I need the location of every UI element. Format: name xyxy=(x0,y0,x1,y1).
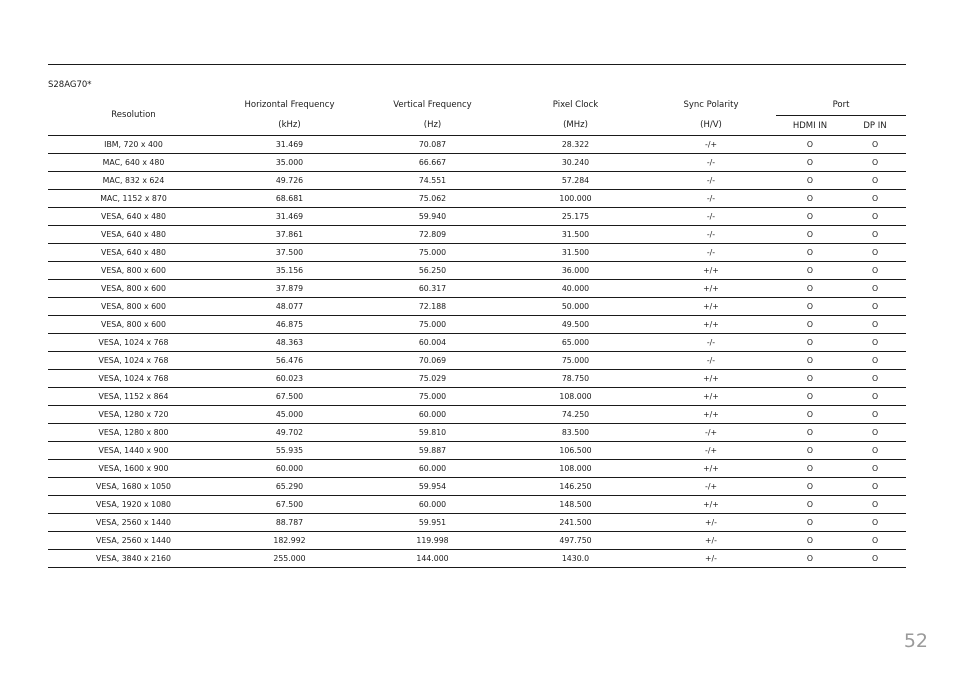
header-pclk-unit: (MHz) xyxy=(505,116,646,136)
cell-hfreq: 48.077 xyxy=(219,298,360,316)
table-row xyxy=(48,496,906,514)
cell-hfreq: 35.156 xyxy=(219,262,360,280)
cell-hdmi-in: O xyxy=(776,208,844,226)
table-row xyxy=(48,352,906,370)
header-resolution: Resolution xyxy=(48,95,219,136)
table-row xyxy=(48,172,906,190)
cell-dp-in: O xyxy=(844,136,906,154)
cell-dp-in: O xyxy=(844,172,906,190)
cell-resolution: VESA, 1920 x 1080 xyxy=(48,496,219,514)
table-body xyxy=(48,136,906,568)
cell-hdmi-in: O xyxy=(776,298,844,316)
cell-sync-polarity: -/+ xyxy=(646,442,776,460)
cell-dp-in: O xyxy=(844,424,906,442)
cell-resolution: VESA, 2560 x 1440 xyxy=(48,532,219,550)
cell-pixel-clock: 57.284 xyxy=(505,172,646,190)
cell-sync-polarity: +/- xyxy=(646,532,776,550)
cell-dp-in: O xyxy=(844,334,906,352)
cell-vfreq: 60.004 xyxy=(360,334,505,352)
cell-vfreq: 119.998 xyxy=(360,532,505,550)
cell-sync-polarity: +/+ xyxy=(646,298,776,316)
cell-vfreq: 60.000 xyxy=(360,496,505,514)
cell-vfreq: 59.940 xyxy=(360,208,505,226)
cell-resolution: VESA, 640 x 480 xyxy=(48,226,219,244)
cell-vfreq: 59.810 xyxy=(360,424,505,442)
cell-pixel-clock: 36.000 xyxy=(505,262,646,280)
table-row xyxy=(48,388,906,406)
cell-resolution: VESA, 800 x 600 xyxy=(48,280,219,298)
cell-pixel-clock: 78.750 xyxy=(505,370,646,388)
cell-dp-in: O xyxy=(844,532,906,550)
cell-sync-polarity: +/+ xyxy=(646,370,776,388)
cell-hfreq: 37.879 xyxy=(219,280,360,298)
header-hdmi-in: HDMI IN xyxy=(776,116,844,136)
cell-resolution: VESA, 3840 x 2160 xyxy=(48,550,219,568)
cell-vfreq: 59.887 xyxy=(360,442,505,460)
header-port: Port xyxy=(832,100,850,110)
cell-dp-in: O xyxy=(844,352,906,370)
cell-dp-in: O xyxy=(844,406,906,424)
page-number: 52 xyxy=(903,630,928,652)
cell-hdmi-in: O xyxy=(776,550,844,568)
cell-hdmi-in: O xyxy=(776,370,844,388)
cell-vfreq: 75.000 xyxy=(360,388,505,406)
table-row xyxy=(48,136,906,154)
cell-dp-in: O xyxy=(844,496,906,514)
header-horizontal-frequency: Horizontal Frequency xyxy=(244,100,335,111)
cell-sync-polarity: -/- xyxy=(646,172,776,190)
cell-pixel-clock: 108.000 xyxy=(505,460,646,478)
cell-pixel-clock: 148.500 xyxy=(505,496,646,514)
table-row xyxy=(48,424,906,442)
cell-vfreq: 144.000 xyxy=(360,550,505,568)
table-row xyxy=(48,208,906,226)
cell-hfreq: 37.500 xyxy=(219,244,360,262)
table-row xyxy=(48,406,906,424)
cell-hfreq: 48.363 xyxy=(219,334,360,352)
cell-hdmi-in: O xyxy=(776,262,844,280)
cell-sync-polarity: +/+ xyxy=(646,460,776,478)
timing-table xyxy=(48,95,906,568)
cell-hdmi-in: O xyxy=(776,190,844,208)
cell-sync-polarity: -/- xyxy=(646,154,776,172)
table-row xyxy=(48,244,906,262)
cell-pixel-clock: 108.000 xyxy=(505,388,646,406)
table-row xyxy=(48,154,906,172)
header-vertical-frequency: Vertical Frequency xyxy=(393,100,472,111)
cell-dp-in: O xyxy=(844,208,906,226)
table-row xyxy=(48,280,906,298)
cell-hfreq: 45.000 xyxy=(219,406,360,424)
cell-hfreq: 55.935 xyxy=(219,442,360,460)
cell-hdmi-in: O xyxy=(776,496,844,514)
cell-dp-in: O xyxy=(844,514,906,532)
cell-hfreq: 88.787 xyxy=(219,514,360,532)
cell-resolution: VESA, 1024 x 768 xyxy=(48,370,219,388)
cell-sync-polarity: -/- xyxy=(646,334,776,352)
cell-hdmi-in: O xyxy=(776,406,844,424)
table-row xyxy=(48,370,906,388)
cell-sync-polarity: +/+ xyxy=(646,496,776,514)
cell-hfreq: 56.476 xyxy=(219,352,360,370)
cell-pixel-clock: 146.250 xyxy=(505,478,646,496)
cell-dp-in: O xyxy=(844,550,906,568)
cell-hfreq: 49.726 xyxy=(219,172,360,190)
cell-sync-polarity: +/+ xyxy=(646,280,776,298)
cell-sync-polarity: -/- xyxy=(646,226,776,244)
cell-sync-polarity: -/- xyxy=(646,244,776,262)
cell-hdmi-in: O xyxy=(776,316,844,334)
cell-resolution: VESA, 1600 x 900 xyxy=(48,460,219,478)
cell-hfreq: 31.469 xyxy=(219,208,360,226)
cell-vfreq: 72.809 xyxy=(360,226,505,244)
cell-dp-in: O xyxy=(844,226,906,244)
table-row xyxy=(48,514,906,532)
cell-vfreq: 75.000 xyxy=(360,316,505,334)
cell-sync-polarity: +/+ xyxy=(646,388,776,406)
top-rule xyxy=(48,64,906,65)
cell-hdmi-in: O xyxy=(776,460,844,478)
cell-resolution: VESA, 1024 x 768 xyxy=(48,352,219,370)
cell-sync-polarity: -/- xyxy=(646,208,776,226)
cell-resolution: VESA, 800 x 600 xyxy=(48,262,219,280)
cell-hdmi-in: O xyxy=(776,532,844,550)
cell-vfreq: 56.250 xyxy=(360,262,505,280)
cell-resolution: VESA, 800 x 600 xyxy=(48,316,219,334)
cell-sync-polarity: +/- xyxy=(646,514,776,532)
cell-vfreq: 60.317 xyxy=(360,280,505,298)
cell-pixel-clock: 83.500 xyxy=(505,424,646,442)
cell-pixel-clock: 25.175 xyxy=(505,208,646,226)
cell-pixel-clock: 74.250 xyxy=(505,406,646,424)
table-row xyxy=(48,532,906,550)
header-vfreq-unit: (Hz) xyxy=(360,116,505,136)
cell-resolution: VESA, 2560 x 1440 xyxy=(48,514,219,532)
cell-vfreq: 66.667 xyxy=(360,154,505,172)
cell-resolution: VESA, 800 x 600 xyxy=(48,298,219,316)
cell-hdmi-in: O xyxy=(776,442,844,460)
cell-sync-polarity: +/- xyxy=(646,550,776,568)
cell-pixel-clock: 1430.0 xyxy=(505,550,646,568)
cell-dp-in: O xyxy=(844,370,906,388)
cell-hdmi-in: O xyxy=(776,280,844,298)
cell-dp-in: O xyxy=(844,460,906,478)
cell-pixel-clock: 106.500 xyxy=(505,442,646,460)
cell-vfreq: 59.951 xyxy=(360,514,505,532)
cell-vfreq: 70.087 xyxy=(360,136,505,154)
cell-sync-polarity: -/+ xyxy=(646,478,776,496)
cell-hdmi-in: O xyxy=(776,334,844,352)
cell-hfreq: 60.023 xyxy=(219,370,360,388)
table-row xyxy=(48,334,906,352)
cell-vfreq: 60.000 xyxy=(360,460,505,478)
cell-resolution: VESA, 1280 x 720 xyxy=(48,406,219,424)
cell-pixel-clock: 28.322 xyxy=(505,136,646,154)
cell-vfreq: 75.062 xyxy=(360,190,505,208)
table-row xyxy=(48,190,906,208)
cell-vfreq: 59.954 xyxy=(360,478,505,496)
cell-hdmi-in: O xyxy=(776,154,844,172)
cell-resolution: VESA, 1680 x 1050 xyxy=(48,478,219,496)
cell-sync-polarity: +/+ xyxy=(646,262,776,280)
cell-sync-polarity: -/+ xyxy=(646,136,776,154)
cell-hfreq: 49.702 xyxy=(219,424,360,442)
table-row xyxy=(48,442,906,460)
cell-resolution: VESA, 1152 x 864 xyxy=(48,388,219,406)
cell-sync-polarity: +/+ xyxy=(646,316,776,334)
cell-pixel-clock: 241.500 xyxy=(505,514,646,532)
cell-dp-in: O xyxy=(844,244,906,262)
cell-hfreq: 37.861 xyxy=(219,226,360,244)
cell-pixel-clock: 497.750 xyxy=(505,532,646,550)
cell-resolution: MAC, 832 x 624 xyxy=(48,172,219,190)
cell-pixel-clock: 31.500 xyxy=(505,244,646,262)
cell-hfreq: 182.992 xyxy=(219,532,360,550)
model-name: S28AG70* xyxy=(48,80,92,90)
cell-vfreq: 60.000 xyxy=(360,406,505,424)
cell-resolution: VESA, 640 x 480 xyxy=(48,208,219,226)
cell-dp-in: O xyxy=(844,298,906,316)
cell-hfreq: 31.469 xyxy=(219,136,360,154)
cell-vfreq: 74.551 xyxy=(360,172,505,190)
cell-resolution: VESA, 1280 x 800 xyxy=(48,424,219,442)
cell-vfreq: 72.188 xyxy=(360,298,505,316)
cell-hdmi-in: O xyxy=(776,352,844,370)
cell-hdmi-in: O xyxy=(776,514,844,532)
cell-hfreq: 35.000 xyxy=(219,154,360,172)
cell-resolution: VESA, 1440 x 900 xyxy=(48,442,219,460)
cell-resolution: MAC, 640 x 480 xyxy=(48,154,219,172)
header-pixel-clock: Pixel Clock xyxy=(552,100,599,111)
header-dp-in: DP IN xyxy=(844,116,906,136)
cell-pixel-clock: 31.500 xyxy=(505,226,646,244)
cell-dp-in: O xyxy=(844,316,906,334)
cell-vfreq: 75.029 xyxy=(360,370,505,388)
cell-hdmi-in: O xyxy=(776,424,844,442)
cell-pixel-clock: 100.000 xyxy=(505,190,646,208)
cell-dp-in: O xyxy=(844,442,906,460)
cell-hfreq: 46.875 xyxy=(219,316,360,334)
cell-hdmi-in: O xyxy=(776,172,844,190)
cell-hfreq: 68.681 xyxy=(219,190,360,208)
cell-dp-in: O xyxy=(844,154,906,172)
cell-sync-polarity: -/- xyxy=(646,352,776,370)
cell-vfreq: 75.000 xyxy=(360,244,505,262)
cell-dp-in: O xyxy=(844,280,906,298)
cell-hdmi-in: O xyxy=(776,226,844,244)
cell-sync-polarity: -/- xyxy=(646,190,776,208)
cell-resolution: MAC, 1152 x 870 xyxy=(48,190,219,208)
cell-hdmi-in: O xyxy=(776,244,844,262)
table-row xyxy=(48,550,906,568)
cell-hfreq: 67.500 xyxy=(219,388,360,406)
table-row xyxy=(48,316,906,334)
table-row xyxy=(48,226,906,244)
cell-pixel-clock: 50.000 xyxy=(505,298,646,316)
cell-pixel-clock: 30.240 xyxy=(505,154,646,172)
cell-vfreq: 70.069 xyxy=(360,352,505,370)
cell-hfreq: 67.500 xyxy=(219,496,360,514)
cell-hfreq: 60.000 xyxy=(219,460,360,478)
table-row xyxy=(48,460,906,478)
cell-pixel-clock: 49.500 xyxy=(505,316,646,334)
header-sync-unit: (H/V) xyxy=(646,116,776,136)
cell-hdmi-in: O xyxy=(776,388,844,406)
cell-dp-in: O xyxy=(844,478,906,496)
cell-sync-polarity: +/+ xyxy=(646,406,776,424)
cell-resolution: VESA, 1024 x 768 xyxy=(48,334,219,352)
cell-sync-polarity: -/+ xyxy=(646,424,776,442)
cell-pixel-clock: 65.000 xyxy=(505,334,646,352)
header-sync-polarity: Sync Polarity xyxy=(683,100,739,111)
cell-hfreq: 255.000 xyxy=(219,550,360,568)
cell-hfreq: 65.290 xyxy=(219,478,360,496)
cell-resolution: VESA, 640 x 480 xyxy=(48,244,219,262)
cell-pixel-clock: 40.000 xyxy=(505,280,646,298)
cell-resolution: IBM, 720 x 400 xyxy=(48,136,219,154)
cell-dp-in: O xyxy=(844,190,906,208)
cell-hdmi-in: O xyxy=(776,136,844,154)
cell-dp-in: O xyxy=(844,388,906,406)
table-row xyxy=(48,262,906,280)
cell-hdmi-in: O xyxy=(776,478,844,496)
cell-pixel-clock: 75.000 xyxy=(505,352,646,370)
table-row xyxy=(48,478,906,496)
header-hfreq-unit: (kHz) xyxy=(219,116,360,136)
table-row xyxy=(48,298,906,316)
cell-dp-in: O xyxy=(844,262,906,280)
